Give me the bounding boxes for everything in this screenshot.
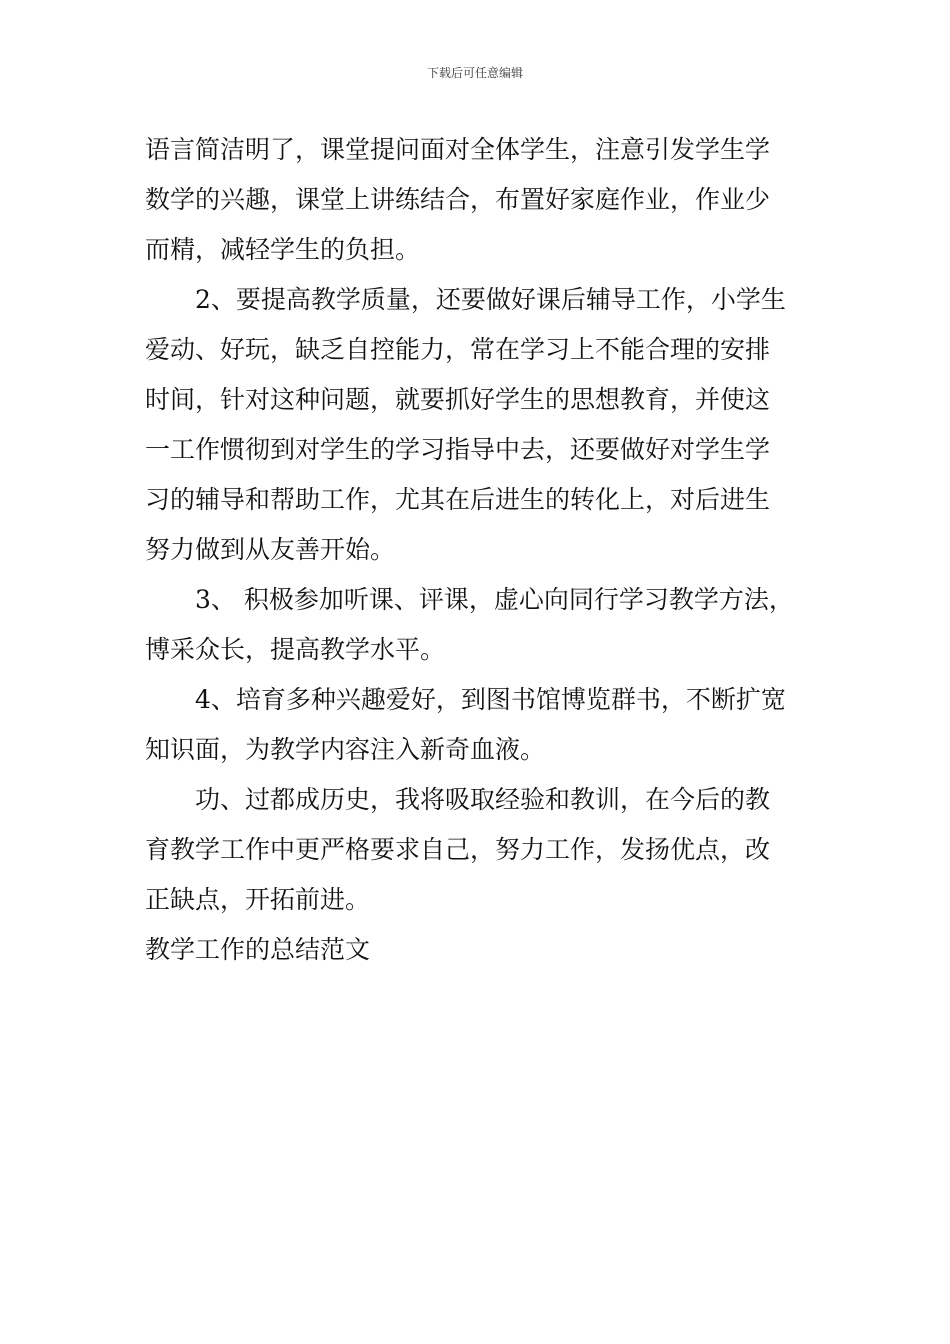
text-line: 功、过都成历史，我将吸取经验和教训，在今后的教 — [195, 785, 771, 814]
text-line: 2、要提高教学质量，还要做好课后辅导工作，小学生 — [195, 285, 786, 314]
text-line: 4、培育多种兴趣爱好，到图书馆博览群书，不断扩宽 — [195, 685, 786, 714]
text-line: 3、 积极参加听课、评课，虚心向同行学习教学方法， — [195, 585, 794, 614]
text-line: 知识面，为教学内容注入新奇血液。 — [145, 735, 546, 764]
page-header: 下载后可任意编辑 — [426, 66, 523, 80]
paragraph-item-4 — [145, 675, 835, 775]
text-line: 而精，减轻学生的负担。 — [145, 235, 421, 264]
text-line: 正缺点，开拓前进。 — [145, 885, 371, 914]
section-title-text: 教学工作的总结范文 — [145, 935, 371, 964]
paragraph-conclusion — [145, 775, 835, 925]
text-line: 一工作惯彻到对学生的学习指导中去，还要做好对学生学 — [145, 435, 771, 464]
paragraph-item-3 — [145, 575, 835, 675]
text-line: 爱动、好玩，缺乏自控能力，常在学习上不能合理的安排 — [145, 335, 771, 364]
text-line: 时间，针对这种问题，就要抓好学生的思想教育，并使这 — [145, 385, 771, 414]
text-line: 语言简洁明了，课堂提问面对全体学生，注意引发学生学 — [145, 135, 771, 164]
paragraph-item-2 — [145, 275, 835, 575]
text-line: 博采众长，提高教学水平。 — [145, 635, 446, 664]
paragraph-continuation — [145, 125, 835, 275]
text-line: 习的辅导和帮助工作，尤其在后进生的转化上，对后进生 — [145, 485, 771, 514]
text-line: 育教学工作中更严格要求自己，努力工作，发扬优点，改 — [145, 835, 771, 864]
document-body — [145, 125, 835, 975]
text-line: 数学的兴趣，课堂上讲练结合，布置好家庭作业，作业少 — [145, 185, 771, 214]
text-line: 努力做到从友善开始。 — [145, 535, 396, 564]
next-section-title — [145, 925, 835, 975]
